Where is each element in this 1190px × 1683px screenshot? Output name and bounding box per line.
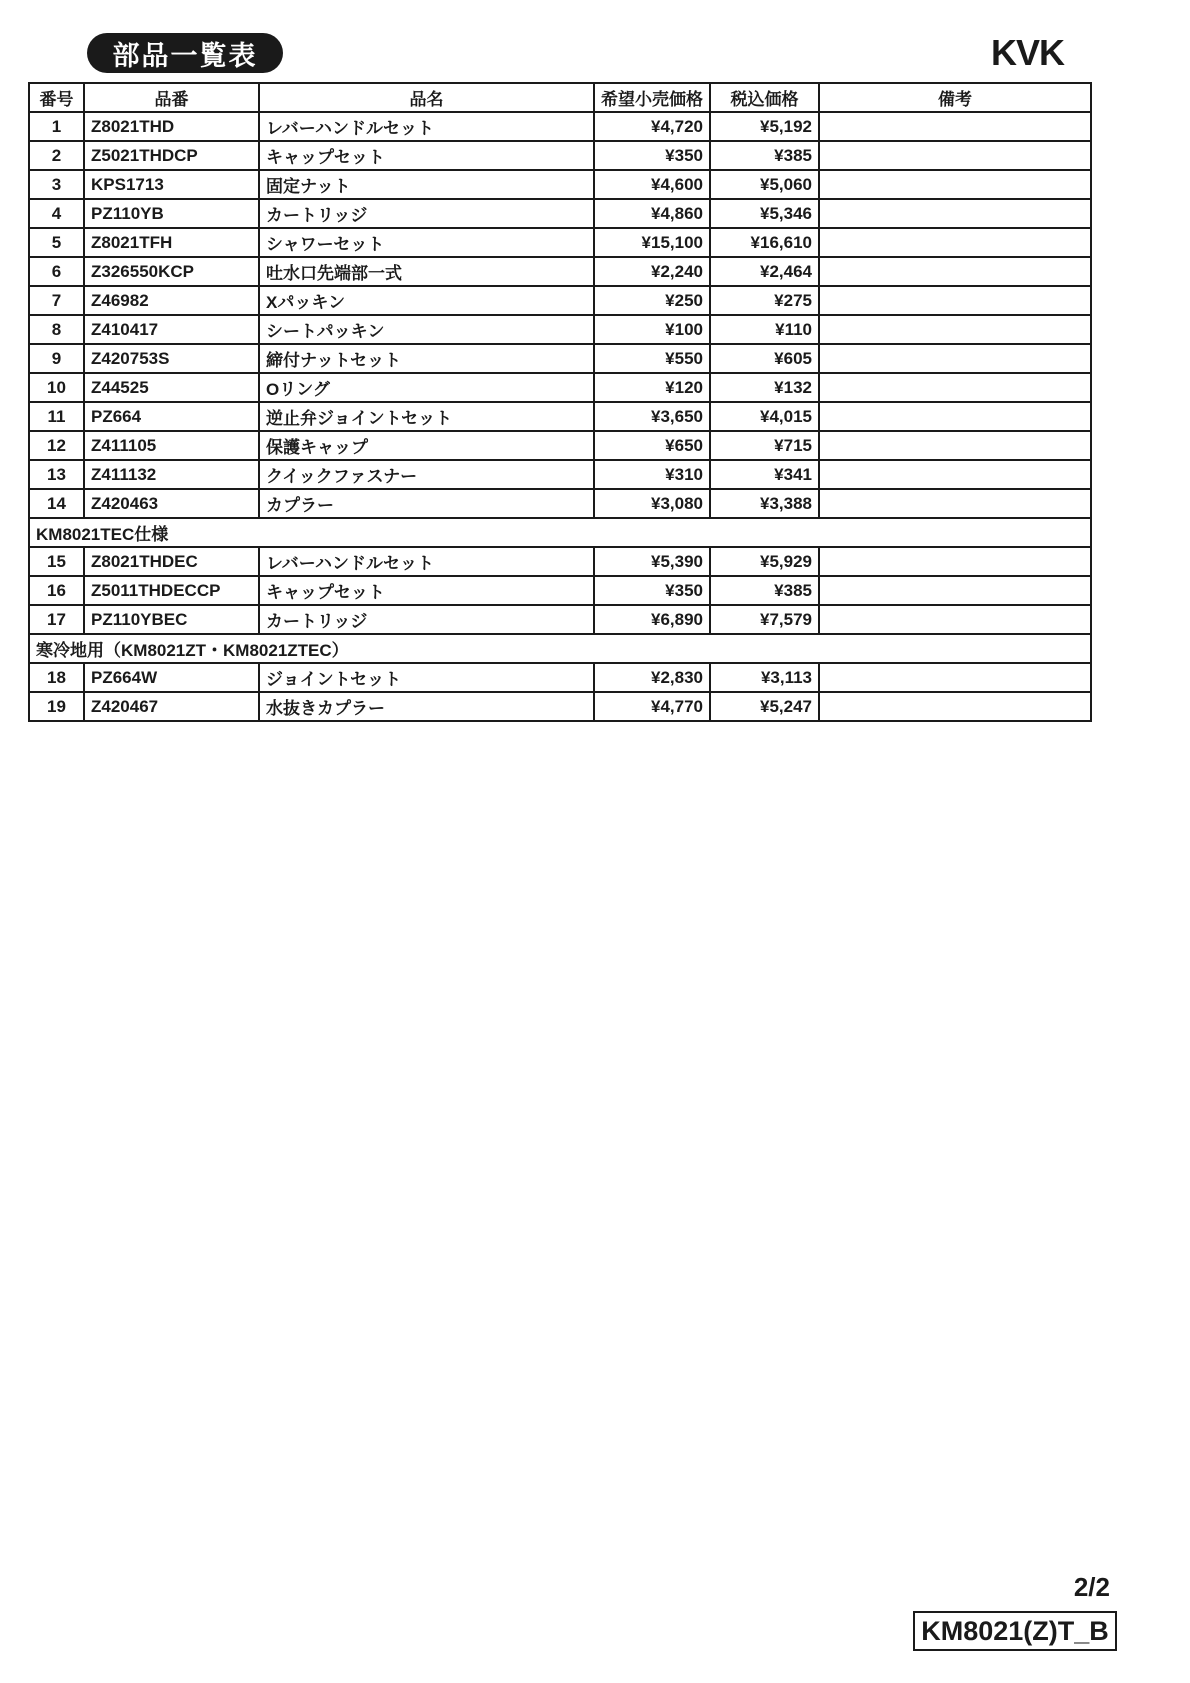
retail-price-cell: ¥550 [594, 344, 710, 373]
retail-price-cell: ¥650 [594, 431, 710, 460]
tax-price-cell: ¥275 [710, 286, 819, 315]
tax-price-cell: ¥132 [710, 373, 819, 402]
part-name-cell: シャワーセット [259, 228, 594, 257]
tax-price-cell: ¥5,346 [710, 199, 819, 228]
part-name-cell: カプラー [259, 489, 594, 518]
remarks-cell [819, 257, 1091, 286]
doc-code: KM8021(Z)T_B [913, 1611, 1117, 1651]
retail-price-cell: ¥6,890 [594, 605, 710, 634]
part-code-cell: KPS1713 [84, 170, 259, 199]
remarks-cell [819, 373, 1091, 402]
part-name-cell: 水抜きカプラー [259, 692, 594, 721]
row-number-cell: 13 [29, 460, 84, 489]
parts-table [28, 82, 1092, 722]
remarks-cell [819, 141, 1091, 170]
tax-price-cell: ¥2,464 [710, 257, 819, 286]
part-name-cell: 保護キャップ [259, 431, 594, 460]
remarks-cell [819, 663, 1091, 692]
remarks-cell [819, 199, 1091, 228]
remarks-cell [819, 315, 1091, 344]
remarks-cell [819, 112, 1091, 141]
row-number-cell: 10 [29, 373, 84, 402]
page-title: 部品一覧表 [87, 33, 283, 73]
table-row [29, 344, 1091, 373]
table-row [29, 373, 1091, 402]
row-number-cell: 17 [29, 605, 84, 634]
tax-price-cell: ¥3,388 [710, 489, 819, 518]
column-header-5: 備考 [819, 83, 1091, 112]
tax-price-cell: ¥4,015 [710, 402, 819, 431]
row-number-cell: 8 [29, 315, 84, 344]
row-number-cell: 19 [29, 692, 84, 721]
row-number-cell: 4 [29, 199, 84, 228]
table-row [29, 663, 1091, 692]
part-code-cell: PZ664W [84, 663, 259, 692]
part-name-cell: 逆止弁ジョイントセット [259, 402, 594, 431]
column-header-2: 品名 [259, 83, 594, 112]
retail-price-cell: ¥15,100 [594, 228, 710, 257]
part-code-cell: Z411105 [84, 431, 259, 460]
tax-price-cell: ¥16,610 [710, 228, 819, 257]
retail-price-cell: ¥2,240 [594, 257, 710, 286]
row-number-cell: 18 [29, 663, 84, 692]
tax-price-cell: ¥605 [710, 344, 819, 373]
row-number-cell: 16 [29, 576, 84, 605]
part-code-cell: Z8021THD [84, 112, 259, 141]
part-code-cell: Z5011THDECCP [84, 576, 259, 605]
retail-price-cell: ¥100 [594, 315, 710, 344]
table-row [29, 460, 1091, 489]
part-name-cell: カートリッジ [259, 199, 594, 228]
column-header-3: 希望小売価格 [594, 83, 710, 112]
part-code-cell: Z410417 [84, 315, 259, 344]
part-code-cell: Z420467 [84, 692, 259, 721]
table-row [29, 431, 1091, 460]
section-label: KM8021TEC仕様 [29, 518, 1091, 547]
row-number-cell: 7 [29, 286, 84, 315]
tax-price-cell: ¥5,247 [710, 692, 819, 721]
part-name-cell: キャップセット [259, 141, 594, 170]
part-name-cell: ジョイントセット [259, 663, 594, 692]
retail-price-cell: ¥5,390 [594, 547, 710, 576]
table-row [29, 489, 1091, 518]
remarks-cell [819, 286, 1091, 315]
section-row [29, 634, 1091, 663]
part-name-cell: 固定ナット [259, 170, 594, 199]
table-row [29, 286, 1091, 315]
part-name-cell: 吐水口先端部一式 [259, 257, 594, 286]
retail-price-cell: ¥4,860 [594, 199, 710, 228]
retail-price-cell: ¥350 [594, 576, 710, 605]
row-number-cell: 9 [29, 344, 84, 373]
page-number: 2/2 [1073, 1572, 1110, 1602]
row-number-cell: 11 [29, 402, 84, 431]
part-name-cell: カートリッジ [259, 605, 594, 634]
retail-price-cell: ¥4,720 [594, 112, 710, 141]
tax-price-cell: ¥715 [710, 431, 819, 460]
column-header-1: 品番 [84, 83, 259, 112]
retail-price-cell: ¥4,600 [594, 170, 710, 199]
retail-price-cell: ¥120 [594, 373, 710, 402]
tax-price-cell: ¥341 [710, 460, 819, 489]
part-name-cell: キャップセット [259, 576, 594, 605]
row-number-cell: 14 [29, 489, 84, 518]
table-row [29, 170, 1091, 199]
tax-price-cell: ¥5,060 [710, 170, 819, 199]
part-code-cell: Z326550KCP [84, 257, 259, 286]
part-code-cell: Z5021THDCP [84, 141, 259, 170]
part-code-cell: Z46982 [84, 286, 259, 315]
table-header-row [29, 83, 1091, 112]
part-name-cell: シートパッキン [259, 315, 594, 344]
kvk-logo: KVK [990, 32, 1064, 73]
section-label: 寒冷地用（KM8021ZT・KM8021ZTEC） [29, 634, 1091, 663]
tax-price-cell: ¥7,579 [710, 605, 819, 634]
table-row [29, 228, 1091, 257]
remarks-cell [819, 460, 1091, 489]
table-row [29, 315, 1091, 344]
row-number-cell: 15 [29, 547, 84, 576]
tax-price-cell: ¥385 [710, 576, 819, 605]
retail-price-cell: ¥310 [594, 460, 710, 489]
part-code-cell: Z420463 [84, 489, 259, 518]
row-number-cell: 6 [29, 257, 84, 286]
part-name-cell: Xパッキン [259, 286, 594, 315]
row-number-cell: 2 [29, 141, 84, 170]
part-code-cell: PZ110YBEC [84, 605, 259, 634]
retail-price-cell: ¥2,830 [594, 663, 710, 692]
column-header-4: 税込価格 [710, 83, 819, 112]
remarks-cell [819, 489, 1091, 518]
table-row [29, 199, 1091, 228]
remarks-cell [819, 228, 1091, 257]
part-code-cell: PZ664 [84, 402, 259, 431]
retail-price-cell: ¥3,080 [594, 489, 710, 518]
table-row [29, 605, 1091, 634]
table-row [29, 692, 1091, 721]
row-number-cell: 1 [29, 112, 84, 141]
column-header-0: 番号 [29, 83, 84, 112]
part-code-cell: Z44525 [84, 373, 259, 402]
tax-price-cell: ¥5,192 [710, 112, 819, 141]
tax-price-cell: ¥3,113 [710, 663, 819, 692]
retail-price-cell: ¥4,770 [594, 692, 710, 721]
remarks-cell [819, 402, 1091, 431]
row-number-cell: 12 [29, 431, 84, 460]
retail-price-cell: ¥350 [594, 141, 710, 170]
remarks-cell [819, 547, 1091, 576]
tax-price-cell: ¥110 [710, 315, 819, 344]
remarks-cell [819, 605, 1091, 634]
table-row [29, 547, 1091, 576]
retail-price-cell: ¥250 [594, 286, 710, 315]
part-code-cell: Z8021THDEC [84, 547, 259, 576]
section-row [29, 518, 1091, 547]
part-name-cell: レバーハンドルセット [259, 547, 594, 576]
part-name-cell: 締付ナットセット [259, 344, 594, 373]
table-row [29, 112, 1091, 141]
table-row [29, 576, 1091, 605]
part-code-cell: Z411132 [84, 460, 259, 489]
remarks-cell [819, 576, 1091, 605]
part-code-cell: PZ110YB [84, 199, 259, 228]
part-name-cell: クイックファスナー [259, 460, 594, 489]
table-row [29, 257, 1091, 286]
tax-price-cell: ¥385 [710, 141, 819, 170]
retail-price-cell: ¥3,650 [594, 402, 710, 431]
remarks-cell [819, 170, 1091, 199]
part-name-cell: Oリング [259, 373, 594, 402]
remarks-cell [819, 692, 1091, 721]
part-code-cell: Z420753S [84, 344, 259, 373]
table-row [29, 402, 1091, 431]
remarks-cell [819, 431, 1091, 460]
row-number-cell: 5 [29, 228, 84, 257]
tax-price-cell: ¥5,929 [710, 547, 819, 576]
part-name-cell: レバーハンドルセット [259, 112, 594, 141]
table-row [29, 141, 1091, 170]
part-code-cell: Z8021TFH [84, 228, 259, 257]
row-number-cell: 3 [29, 170, 84, 199]
remarks-cell [819, 344, 1091, 373]
